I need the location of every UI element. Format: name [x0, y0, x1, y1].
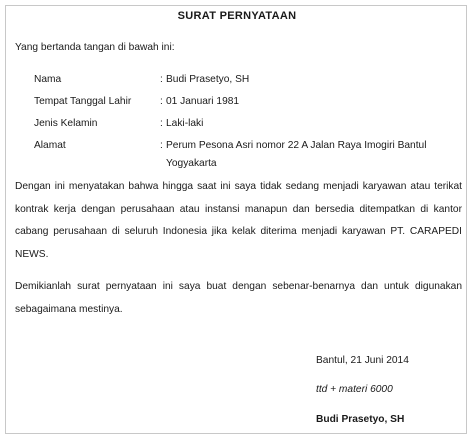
paragraph-line: Demikianlah surat pernyataan ini saya buat dengan sebenar-benarnya dan untuk digunakan: [15, 281, 462, 292]
field-label: Jenis Kelamin: [34, 118, 98, 129]
field-value-line2: Yogyakarta: [166, 158, 217, 169]
field-separator: :: [160, 118, 163, 129]
intro-text: Yang bertanda tangan di bawah ini:: [15, 42, 175, 53]
signature-stamp-note: ttd + materi 6000: [316, 384, 393, 395]
signature-place-date: Bantul, 21 Juni 2014: [316, 355, 409, 366]
paragraph-line: sebagaimana mestinya.: [15, 303, 123, 315]
field-separator: :: [160, 96, 163, 107]
field-label: Tempat Tanggal Lahir: [34, 96, 132, 107]
statement-paragraph: [15, 176, 462, 266]
field-separator: :: [160, 140, 163, 151]
field-value: Perum Pesona Asri nomor 22 A Jalan Raya Imogiri Bantul: [166, 140, 427, 151]
field-separator: :: [160, 74, 163, 85]
document-title: SURAT PERNYATAAN: [177, 10, 297, 22]
signature-name: Budi Prasetyo, SH: [316, 414, 405, 425]
paragraph-line: kontrak kerja dengan perusahaan atau instansi manapun dan bersedia ditempatkan di kantor: [15, 203, 462, 215]
paragraph-line: cabang perusahaan di seluruh Indonesia jika kelak diterima menjadi karyawan PT. CARAPEDI: [15, 226, 462, 237]
field-value: Laki-laki: [166, 118, 204, 129]
paragraph-line: Dengan ini menyatakan bahwa hingga saat ini saya tidak sedang menjadi karyawan atau terikat: [15, 181, 462, 192]
field-value: Budi Prasetyo, SH: [166, 74, 250, 85]
field-value: 01 Januari 1981: [166, 96, 240, 107]
field-label: Alamat: [34, 140, 66, 151]
closing-paragraph: [15, 276, 462, 321]
paragraph-line: NEWS.: [15, 248, 49, 260]
field-label: Nama: [34, 74, 62, 85]
